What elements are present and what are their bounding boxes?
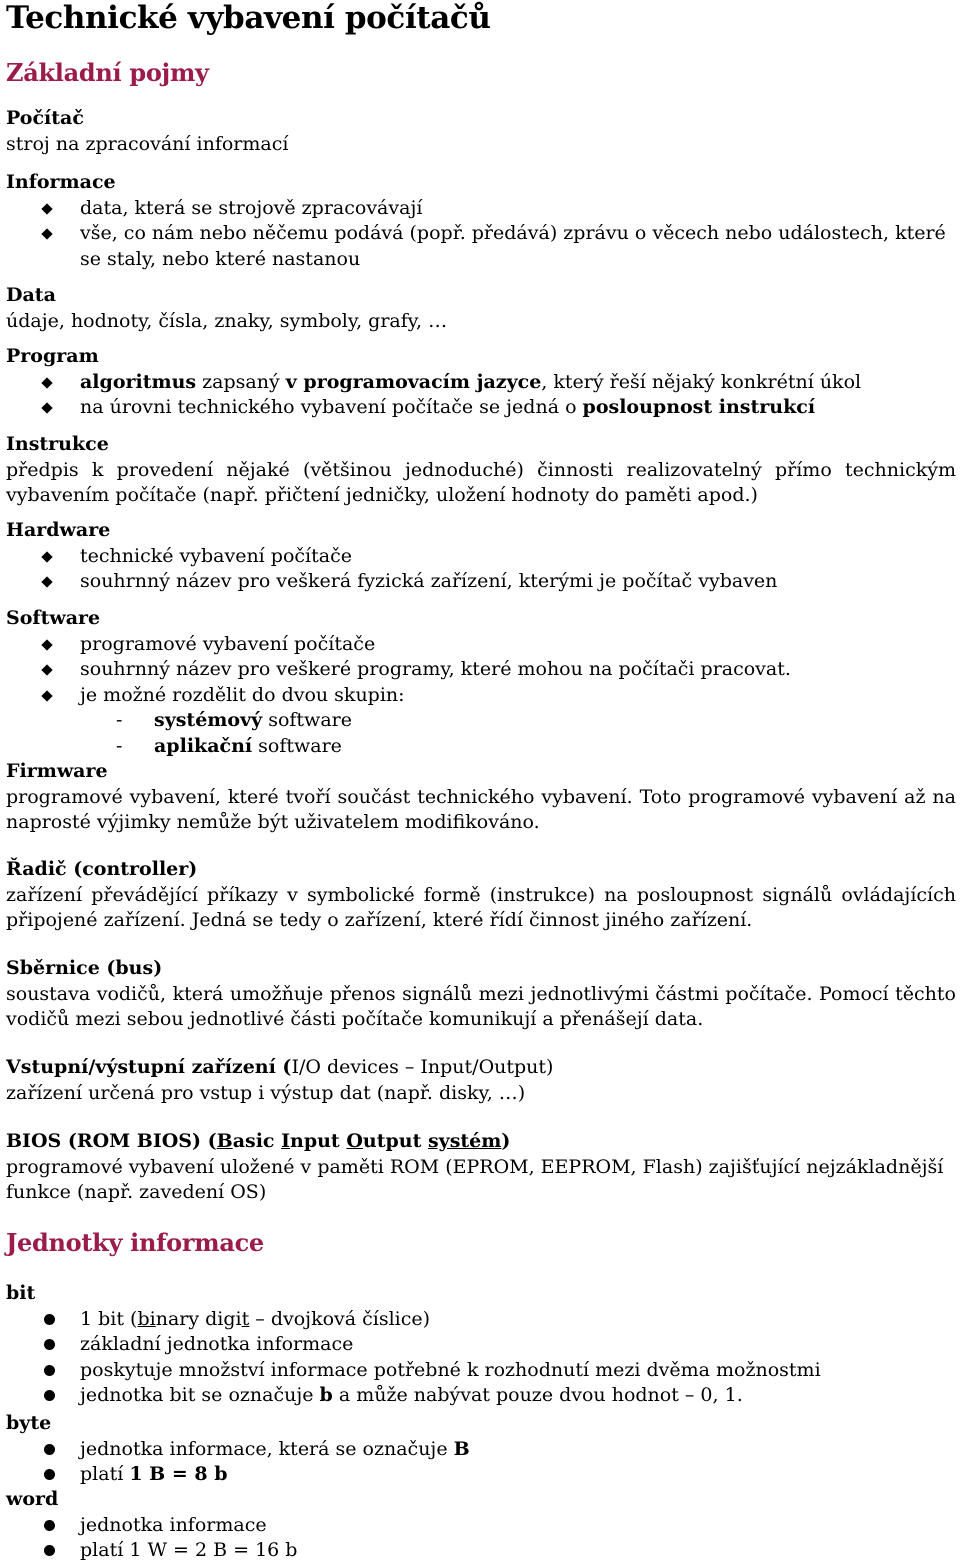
text: platí (80, 1463, 130, 1485)
text: asic (232, 1130, 282, 1152)
list-item: platí 1 W = 2 B = 16 b (6, 1538, 956, 1564)
entry-hardware (6, 518, 956, 595)
list-item: základní jednotka informace (6, 1332, 956, 1358)
list-item (6, 1437, 956, 1463)
term-definition: soustava vodičů, která umožňuje přenos signálů mezi jednotlivými částmi počítače. Pomocí těchto vodičů mezi sebou jednotlivé části počítače komunikují a přenášejí data. (6, 982, 956, 1030)
list-item (6, 1462, 956, 1488)
text: – dvojková číslice) (249, 1307, 431, 1330)
bullet-list (6, 1513, 956, 1564)
entry-program (6, 344, 956, 421)
entry-byte (6, 1411, 956, 1488)
list-item (6, 1307, 956, 1333)
underlined-text: O (346, 1130, 363, 1152)
entry-instrukce (6, 432, 956, 509)
bold-text: 1 B = 8 b (129, 1463, 228, 1485)
term-heading (6, 1129, 956, 1155)
text: software (262, 709, 352, 731)
text: , který řeší nějaký konkrétní úkol (541, 370, 862, 393)
term-heading: Počítač (6, 107, 84, 129)
bullet-list (6, 1437, 956, 1488)
list-item: souhrnný název pro veškeré programy, které mohou na počítači pracovat. (6, 657, 956, 683)
section-heading-units: Jednotky informace (6, 1228, 264, 1257)
bullet-list (6, 370, 956, 421)
section-heading-basics: Základní pojmy (6, 58, 209, 87)
bullet-list (6, 544, 956, 595)
term-definition: údaje, hodnoty, čísla, znaky, symboly, grafy, … (6, 309, 448, 332)
sub-item (6, 734, 956, 760)
term-heading: Data (6, 284, 56, 306)
entry-bit (6, 1281, 956, 1409)
term-definition: programové vybavení, které tvoří součást technického vybavení. Toto programové vybavení až na naprosté výjimky nemůže být uživatelem modifikováno. (6, 785, 956, 833)
underlined-text: I (281, 1130, 290, 1152)
text: jednotka bit se označuje (80, 1384, 320, 1406)
entry-io (6, 1055, 956, 1106)
term-heading: Firmware (6, 760, 108, 782)
list-item (6, 395, 956, 421)
term-definition: programové vybavení uložené v paměti ROM (EPROM, EEPROM, Flash) zajišťující nejzákladnější funkce (např. zavedení OS) (6, 1155, 944, 1203)
term-definition: stroj na zpracování informací (6, 132, 289, 155)
bullet-list (6, 632, 956, 709)
term-definition: předpis k provedení nějaké (většinou jednoduché) činnosti realizovatelný přímo technickým vybavením počítače (např. přičtení jedničky, uložení hodnoty do paměti apod.) (6, 458, 956, 506)
text: na úrovni technického vybavení počítače se jedná o (80, 396, 583, 418)
bold-text: Vstupní/výstupní zařízení ( (6, 1056, 292, 1078)
text: zapsaný (196, 370, 286, 393)
bold-text: algoritmus (80, 370, 197, 393)
entry-word (6, 1487, 956, 1564)
text: I/O devices – Input/Output) (291, 1056, 554, 1078)
list-item: poskytuje množství informace potřebné k rozhodnutí mezi dvěma možnostmi (6, 1358, 956, 1384)
list-item: vše, co nám nebo něčemu podává (popř. předává) zprávu o věcech nebo událostech, které se staly, nebo které nastanou (6, 221, 956, 272)
bold-text: posloupnost instrukcí (582, 396, 816, 418)
term-heading: Software (6, 607, 101, 629)
list-item: je možné rozdělit do dvou skupin: (6, 683, 956, 709)
term-heading: byte (6, 1412, 52, 1434)
bullet-list (6, 196, 956, 273)
entry-firmware (6, 759, 956, 836)
list-item (6, 370, 956, 396)
term-heading: Hardware (6, 519, 111, 541)
list-item: data, která se strojově zpracovávají (6, 196, 956, 222)
text: utput (362, 1130, 428, 1152)
term-definition: zařízení určená pro vstup i výstup dat (např. disky, …) (6, 1081, 526, 1104)
list-item (6, 1383, 956, 1409)
entry-sbernice (6, 956, 956, 1033)
bold-text: B (453, 1437, 470, 1460)
entry-pocitac (6, 106, 956, 157)
underlined-text: bi (137, 1307, 156, 1330)
bullet-list (6, 1307, 956, 1409)
text: jednotka informace, která se označuje (80, 1437, 454, 1460)
term-heading: Instrukce (6, 433, 109, 455)
term-heading: bit (6, 1282, 36, 1304)
term-heading: Řadič (controller) (6, 858, 198, 880)
entry-radic (6, 857, 956, 934)
sub-item (6, 708, 956, 734)
term-heading: Sběrnice (bus) (6, 957, 163, 979)
entry-software (6, 606, 956, 759)
bold-text: v programovacím jazyce (285, 370, 542, 393)
dash-mark: - (116, 709, 123, 731)
entry-bios (6, 1129, 956, 1206)
page-title: Technické vybavení počítačů (6, 0, 491, 36)
text: a může nabývat pouze dvou hodnot – 0, 1. (332, 1384, 743, 1406)
term-heading: Program (6, 345, 99, 367)
dash-mark: - (116, 734, 123, 757)
underlined-text: systém (427, 1130, 502, 1152)
list-item: jednotka informace (6, 1513, 956, 1539)
text: ) (501, 1130, 511, 1152)
term-heading: word (6, 1488, 59, 1510)
entry-informace (6, 170, 956, 272)
term-heading (6, 1055, 956, 1081)
term-heading: Informace (6, 171, 116, 193)
bold-text: aplikační (154, 734, 253, 757)
text: nary digi (155, 1307, 242, 1330)
bold-text: systémový (154, 709, 263, 731)
text: nput (290, 1130, 347, 1152)
list-item: programové vybavení počítače (6, 632, 956, 658)
list-item: technické vybavení počítače (6, 544, 956, 570)
entry-data (6, 283, 956, 334)
text: software (252, 734, 342, 757)
underlined-text: B (216, 1130, 233, 1152)
term-definition: zařízení převádějící příkazy v symbolické formě (instrukce) na posloupnost signálů ovládajících připojené zařízení. Jedná se tedy o zařízení, které řídí činnost jiného zařízení. (6, 883, 956, 931)
text: BIOS (ROM BIOS) ( (6, 1130, 217, 1152)
bold-text: b (319, 1384, 333, 1406)
list-item: souhrnný název pro veškerá fyzická zařízení, kterými je počítač vybaven (6, 569, 956, 595)
text: 1 bit ( (80, 1307, 138, 1330)
underlined-text: t (241, 1307, 250, 1330)
